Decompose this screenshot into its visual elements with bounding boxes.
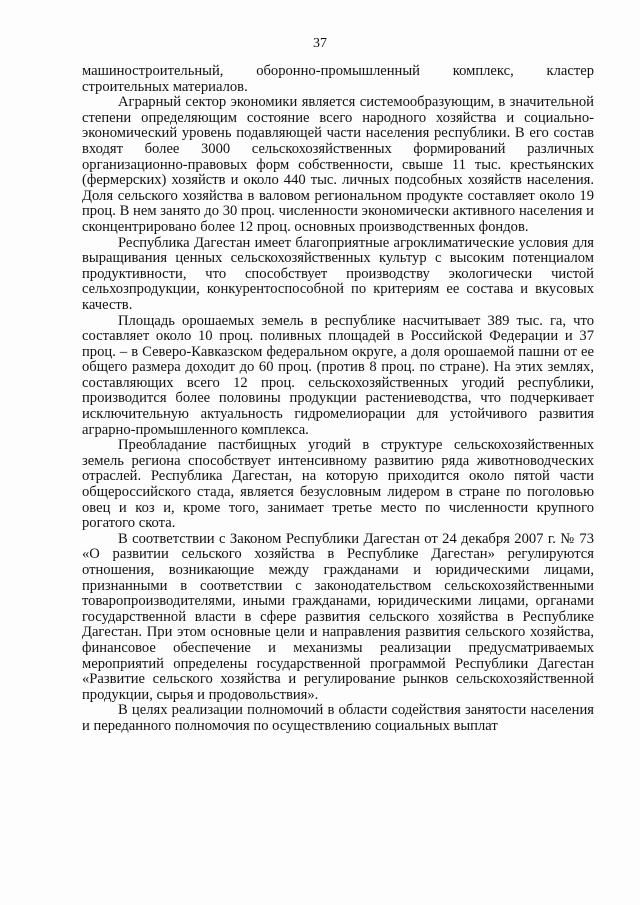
- page-number: 37: [313, 36, 327, 51]
- paragraph-irrigated-lands: Площадь орошаемых земель в республике насчитывает 389 тыс. га, что составляет около 10 проц. поливных площадей в Российской Федерации и 37 проц. – в Северо-Кавказском федеральном округе, а доля орошаемой пашни от ее общего размера доходит до 60 проц. (против 8 проц. по стране). На этих землях, составляющих всего 12 проц. сельскохозяйственных угодий республики, производится более половины продукции растениеводства, что подчеркивает исключительную актуальность гидромелиорации для устойчивого развития аграрно-промышленного комплекса.: [82, 312, 594, 438]
- paragraph-continuation: машиностроительный, оборонно-промышленный комплекс, кластер строительных материалов.: [82, 63, 594, 95]
- paragraph-agriculture-law: В соответствии с Законом Республики Дагестан от 24 декабря 2007 г. № 73 «О развитии сельского хозяйства в Республике Дагестан» регулируются отношения, возникающие между гражданами и юридическими лицами, признанными в соответствии с законодательством сельскохозяйственными товаропроизводителями, иными гражданами, юридическими лицами, органами государственной власти в сфере развития сельского хозяйства в Республике Дагестан. При этом основные цели и направления развития сельского хозяйства, финансовое обеспечение и механизмы реализации предусматриваемых мероприятий определены государственной программой Республики Дагестан «Развитие сельского хозяйства и регулирование рынков сельскохозяйственной продукции, сырья и продовольствия».: [82, 530, 594, 703]
- paragraph-employment: В целях реализации полномочий в области содействия занятости населения и переданного полномочия по осуществлению социальных выплат: [82, 702, 594, 734]
- paragraph-pastures-livestock: Преобладание пастбищных угодий в структуре сельскохозяйственных земель региона способствует интенсивному развитию ряда животноводческих отраслей. Республика Дагестан, на которую приходится около пятой части общероссийского стада, является безусловным лидером в стране по поголовью овец и коз и, кроме того, занимает третье место по численности крупного рогатого скота.: [82, 437, 594, 532]
- paragraph-agroclimatic-conditions: Республика Дагестан имеет благоприятные агроклиматические условия для выращивания ценных сельскохозяйственных культур с высоким потенциалом продуктивности, что способствует производству экологически чистой сельхозпродукции, конкурентоспособной по критериям ее состава и вкусовых качеств.: [82, 234, 594, 313]
- body-text: [82, 64, 594, 735]
- paragraph-agrarian-sector: Аграрный сектор экономики является системообразующим, в значительной степени определяющим состояние всего народного хозяйства и социально-экономический уровень подавляющей части населения республики. В его состав входят более 3000 сельскохозяйственных формирований различных организационно-правовых форм собственности, свыше 11 тыс. крестьянских (фермерских) хозяйств и около 440 тыс. личных подсобных хозяйств населения. Доля сельского хозяйства в валовом региональном продукте составляет около 19 проц. В нем занято до 30 проц. численности экономически активного населения и сконцентрировано более 12 проц. основных производственных фондов.: [82, 94, 594, 235]
